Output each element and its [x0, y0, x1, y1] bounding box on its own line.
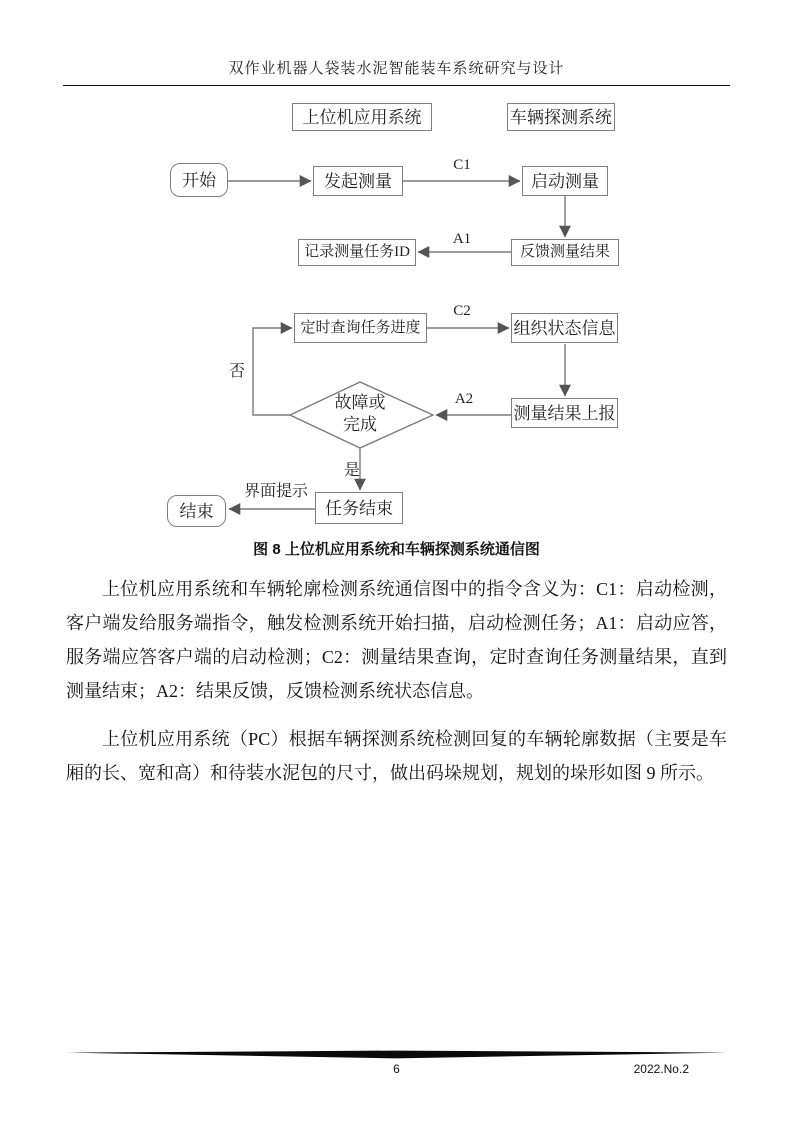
node-task-end: 任务结束	[315, 492, 403, 524]
edge-no-loop	[253, 328, 292, 415]
edge-label-yes: 是	[343, 462, 360, 479]
page-number: 6	[393, 1062, 400, 1076]
issue-label: 2022.No.2	[633, 1062, 689, 1076]
node-end: 结束	[167, 495, 226, 527]
edge-label-c1: C1	[453, 157, 471, 173]
node-record-task-id: 记录测量任务ID	[298, 239, 416, 266]
edge-label-no: 否	[228, 363, 245, 380]
paragraph-command-meaning: 上位机应用系统和车辆轮廓检测系统通信图中的指令含义为：C1：启动检测，客户端发给服务端指令，触发检测系统开始扫描，启动检测任务；A1：启动应答，服务端应答客户端的启动检测；C2：测量结果查询，定时查询任务测量结果，直到测量结束；A2：结果反馈，反馈检测系统状态信息。	[66, 579, 727, 701]
paragraph-stacking-plan: 上位机应用系统（PC）根据车辆探测系统检测回复的车辆轮廓数据（主要是车厢的长、宽和高）和待装水泥包的尺寸，做出码垛规划，规划的垛形如图 9 所示。	[66, 729, 727, 783]
edge-label-a2: A2	[454, 391, 474, 407]
node-start: 开始	[170, 163, 228, 197]
node-poll-progress: 定时查询任务进度	[294, 313, 427, 343]
node-start-measure: 启动测量	[522, 166, 608, 196]
page-header	[0, 0, 793, 86]
edge-label-c2: C2	[453, 303, 471, 319]
decision-line1: 故障或	[334, 393, 386, 412]
node-feedback-result: 反馈测量结果	[511, 239, 619, 266]
node-initiate-measure: 发起测量	[313, 166, 403, 196]
figure-caption: 图 8 上位机应用系统和车辆探测系统通信图	[253, 541, 540, 558]
node-report-result: 测量结果上报	[511, 398, 618, 428]
decision-line2: 完成	[343, 415, 377, 435]
header-divider	[63, 85, 730, 86]
node-organize-status: 组织状态信息	[511, 313, 618, 343]
page-footer	[66, 1050, 727, 1078]
footer-divider-bar	[66, 1050, 727, 1059]
edge-label-ui-prompt: 界面提示	[243, 483, 308, 500]
decision-text	[300, 392, 420, 436]
lane-vehicle-detect-system: 车辆探测系统	[507, 103, 615, 131]
footer-row	[66, 1062, 727, 1078]
edge-label-a1: A1	[452, 231, 472, 247]
communication-flowchart	[0, 95, 793, 540]
lane-host-app-system: 上位机应用系统	[292, 103, 432, 131]
running-title: 双作业机器人袋装水泥智能装车系统研究与设计	[228, 61, 565, 77]
body-text	[66, 572, 727, 790]
